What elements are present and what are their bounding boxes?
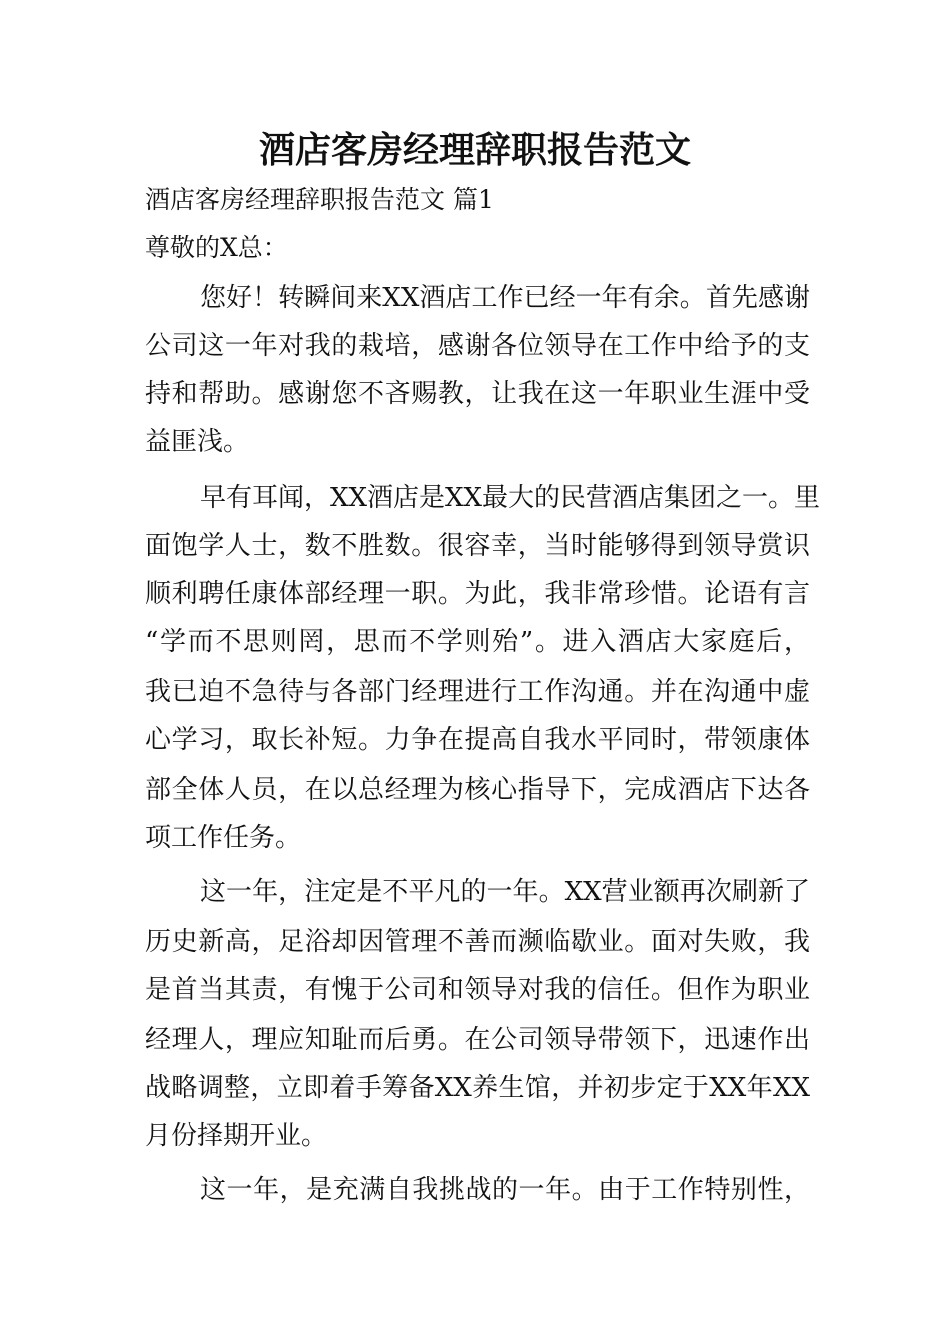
paragraph-2-line-1: 早有耳闻，XX酒店是XX最大的民营酒店集团之一。里: [200, 483, 821, 513]
paragraph-3-line-1: 这一年，注定是不平凡的一年。XX营业额再次刷新了: [200, 877, 810, 907]
paragraph-3-line-2: 历史新高，足浴却因管理不善而濒临歇业。面对失败，我: [145, 927, 810, 957]
paragraph-1-line-2: 公司这一年对我的栽培，感谢各位领导在工作中给予的支: [145, 331, 810, 361]
paragraph-2-line-8: 项工作任务。: [145, 823, 302, 853]
paragraph-2-line-7: 部全体人员，在以总经理为核心指导下，完成酒店下达各: [145, 775, 810, 805]
paragraph-4-line-1: 这一年，是充满自我挑战的一年。由于工作特别性，: [200, 1175, 810, 1205]
document-title: 酒店客房经理辞职报告范文: [258, 129, 691, 171]
paragraph-2-line-6: 心学习，取长补短。力争在提高自我水平同时，带领康体: [145, 725, 810, 755]
paragraph-2-line-4: “学而不思则罔，思而不学则殆”。进入酒店大家庭后，: [145, 627, 810, 657]
paragraph-2-line-2: 面饱学人士，数不胜数。很容幸，当时能够得到领导赏识: [145, 531, 810, 561]
paragraph-1-line-4: 益匪浅。: [145, 427, 250, 457]
paragraph-1-line-3: 持和帮助。感谢您不吝赐教，让我在这一年职业生涯中受: [145, 379, 810, 409]
greeting-line: 尊敬的X总：: [145, 233, 288, 262]
paragraph-3-line-4: 经理人，理应知耻而后勇。在公司领导带领下，迅速作出: [145, 1025, 810, 1055]
document-subtitle: 酒店客房经理辞职报告范文 篇1: [145, 185, 494, 214]
paragraph-1-line-1: 您好！转瞬间来XX酒店工作已经一年有余。首先感谢: [200, 283, 810, 313]
paragraph-3-line-3: 是首当其责，有愧于公司和领导对我的信任。但作为职业: [145, 975, 810, 1005]
paragraph-2-line-5: 我已迫不急待与各部门经理进行工作沟通。并在沟通中虚: [145, 677, 810, 707]
paragraph-2-line-3: 顺利聘任康体部经理一职。为此，我非常珍惜。论语有言: [145, 579, 810, 609]
paragraph-3-line-6: 月份择期开业。: [145, 1121, 328, 1151]
paragraph-3-line-5: 战略调整，立即着手筹备XX养生馆，并初步定于XX年XX: [145, 1073, 810, 1103]
